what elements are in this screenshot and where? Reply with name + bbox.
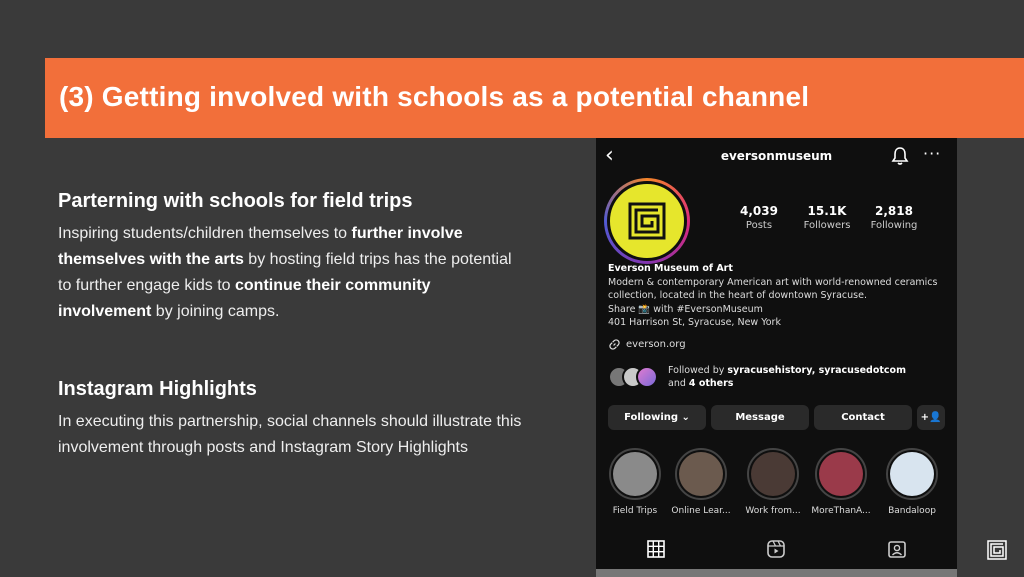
tagged-icon[interactable] [887,539,907,559]
following-button[interactable]: Following ⌄ [608,405,706,430]
body-text: Inspiring students/children themselves to [58,225,352,242]
highlight-label: Online Lear... [671,506,731,516]
back-arrow-icon[interactable]: ‹ [605,143,614,168]
highlight-cover [675,448,727,500]
instagram-profile-screenshot [596,138,957,577]
highlight-online-learning[interactable] [671,448,731,516]
followed-names: syracusehistory, syracusedotcom [727,365,906,376]
bio-line: Modern & contemporary American art with world-renowned ceramics [608,276,938,288]
bio-address: 401 Harrison St, Syracuse, New York [608,317,781,328]
more-options-icon[interactable]: ··· [923,144,942,163]
link-text: everson.org [626,339,686,350]
website-link[interactable] [608,338,686,351]
followed-by[interactable] [608,364,906,390]
section-field-trips [58,190,528,325]
ig-username: eversonmuseum [720,149,833,163]
body-bold: further involve themselves with the arts [58,225,463,268]
stat-label: Followers [803,220,851,231]
stat-value: 2,818 [875,204,913,218]
section-instagram-highlights [58,378,528,461]
ig-bio [608,262,948,330]
stat-value: 15.1K [807,204,847,218]
section-body-instagram: In executing this partnership, social channels should illustrate this involvement through posts and Instagram Story Highlights [58,413,522,456]
body-text: by hosting field trips has the potential to further engage kids to [58,251,512,294]
followed-others: 4 others [688,378,734,389]
section-heading-field-trips: Parterning with schools for field trips [58,190,413,212]
post-thumbnails-strip [596,569,957,577]
highlight-bandaloop[interactable] [882,448,942,516]
highlight-cover [609,448,661,500]
message-button[interactable]: Message [711,405,809,430]
profile-avatar[interactable] [604,178,690,264]
highlight-cover [886,448,938,500]
highlight-work-from[interactable] [743,448,803,516]
section-body-field-trips [58,221,528,325]
stat-label: Following [870,220,918,231]
reels-icon[interactable] [766,539,786,559]
contact-button[interactable]: Contact [814,405,912,430]
bio-line: collection, located in the heart of downtown Syracuse. [608,290,867,301]
body-text: by joining camps. [151,303,280,320]
everson-logo-icon [607,181,687,261]
followed-by-text [668,364,906,390]
grid-icon[interactable] [646,539,666,559]
stat-label: Posts [745,220,773,231]
link-icon [608,338,621,351]
title-banner [45,58,1024,138]
slide-title: (3) Getting involved with schools as a potential channel [59,81,810,112]
add-user-button[interactable]: +👤 [917,405,945,430]
ig-top-bar [596,138,957,174]
highlight-label: MoreThanA... [811,506,871,516]
highlight-label: Bandaloop [888,506,936,516]
section-heading-instagram: Instagram Highlights [58,378,257,400]
highlight-cover [815,448,867,500]
highlight-cover [747,448,799,500]
body-bold: continue their community involvement [58,277,431,320]
stat-posts[interactable] [724,204,794,231]
bio-name: Everson Museum of Art [608,263,733,274]
follower-avatars [608,366,664,388]
followed-prefix: Followed by [668,365,728,376]
follower-avatar [636,366,658,388]
stat-following[interactable] [859,204,929,231]
bio-line: Share 📸 with #EversonMuseum [608,303,763,315]
stat-value: 4,039 [740,204,778,218]
bell-icon[interactable] [890,146,910,166]
highlight-label: Field Trips [612,506,658,516]
highlight-label: Work from... [745,506,801,516]
highlight-field-trips[interactable] [605,448,665,516]
followed-and: and [668,378,689,389]
everson-corner-logo-icon [987,540,1007,560]
highlight-more-than-a-seat[interactable] [811,448,871,516]
stat-followers[interactable] [792,204,862,231]
ig-profile-tabs [596,533,957,569]
